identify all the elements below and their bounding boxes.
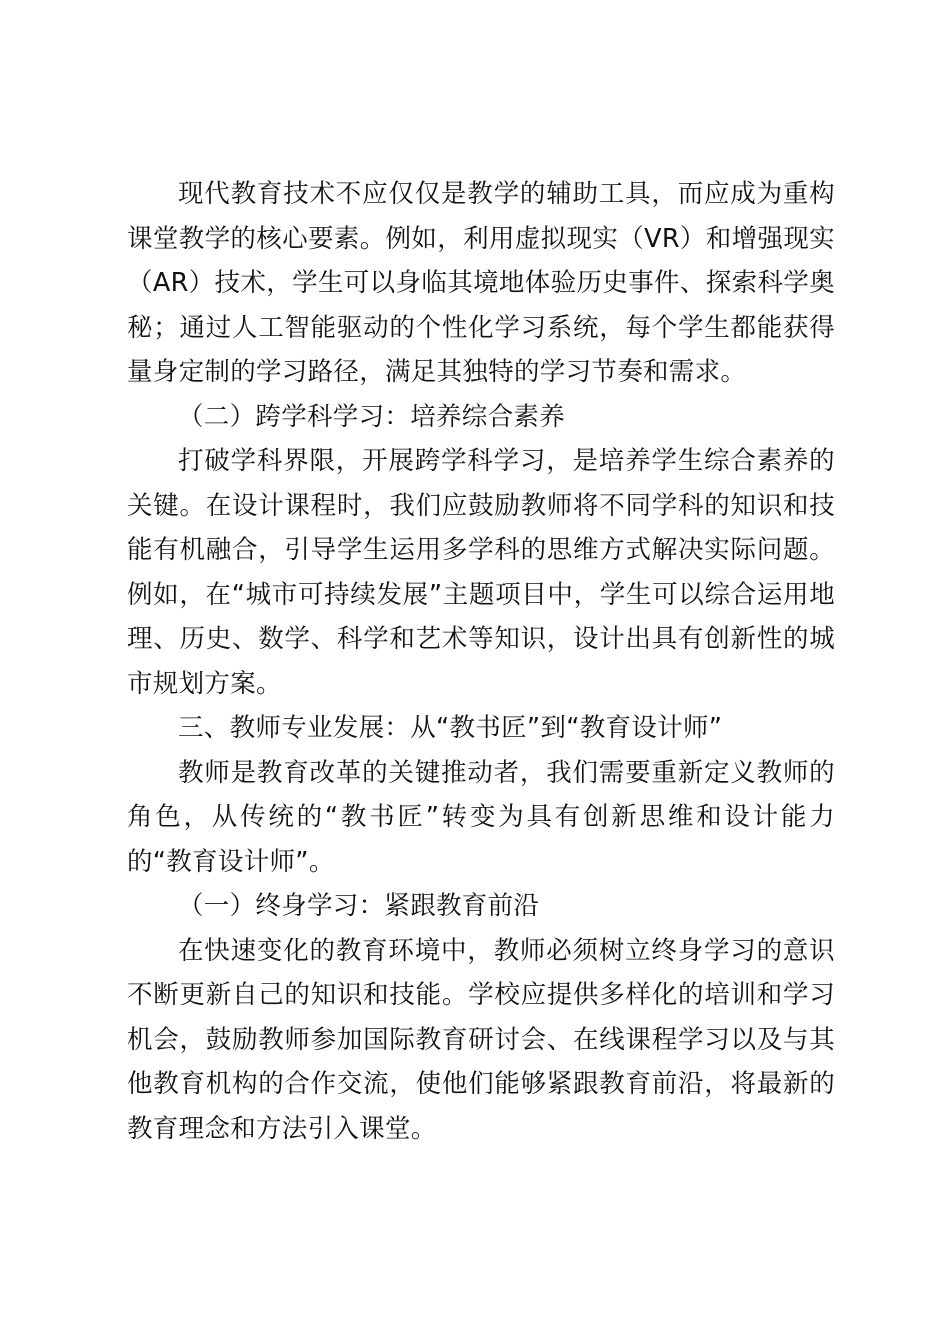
section-heading-interdisciplinary: （二）跨学科学习：培养综合素养 (178, 401, 566, 432)
paragraph-edtech: 现代教育技术不应仅仅是教学的辅助工具，而应成为重构课堂教学的核心要素。例如，利用虚拟现实（VR）和增强现实（AR）技术，学生可以身临其境地体验历史事件、探索科学奥秘；通过人工智能驱动的个性化学习系统，每个学生都能获得量身定制的学习路径，满足其独特的学习节奏和需求。 (127, 179, 835, 387)
paragraph-teacher-role: 教师是教育改革的关键推动者，我们需要重新定义教师的角色，从传统的“教书匠”转变为具有创新思维和设计能力的“教育设计师”。 (127, 757, 835, 877)
section-heading-lifelong-learning: （一）终身学习：紧跟教育前沿 (178, 891, 540, 921)
paragraph-interdisciplinary: 打破学科界限，开展跨学科学习，是培养学生综合素养的关键。在设计课程时，我们应鼓励教师将不同学科的知识和技能有机融合，引导学生运用多学科的思维方式解决实际问题。例如，在“城市可持续发展”主题项目中，学生可以综合运用地理、历史、数学、科学和艺术等知识，设计出具有创新性的城市规划方案。 (127, 446, 835, 699)
paragraph-lifelong-learning: 在快速变化的教育环境中，教师必须树立终身学习的意识不断更新自己的知识和技能。学校应提供多样化的培训和学习机会，鼓励教师参加国际教育研讨会、在线课程学习以及与其他教育机构的合作交流，使他们能够紧跟教育前沿，将最新的教育理念和方法引入课堂。 (127, 935, 835, 1144)
section-heading-teacher-development: 三、教师专业发展：从“教书匠”到“教育设计师” (178, 713, 723, 743)
document-body (127, 172, 835, 1151)
